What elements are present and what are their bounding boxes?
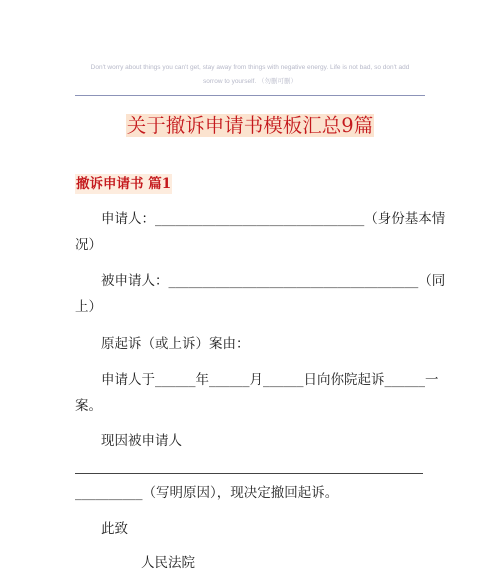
header-quote-line-2: sorrow to yourself. （勿删可删） <box>203 78 297 85</box>
reason-blank-rule <box>75 473 423 474</box>
filing-date-line-continued: 案。 <box>75 398 102 414</box>
respondent-line: 被申请人：_____________________________________（同 <box>101 273 446 289</box>
header-quote-line-1: Don't worry about things you can't get, stay away from things with negative energy. Life is not bad, so don't add <box>90 64 410 71</box>
document-title <box>0 112 500 140</box>
case-cause-line: 原起诉（或上诉）案由： <box>101 336 250 352</box>
respondent-line-continued: 上） <box>75 299 102 315</box>
header-divider <box>75 95 425 96</box>
reason-line: 现因被申请人 <box>101 433 182 449</box>
applicant-line: 申请人：_______________________________（身份基本情 <box>101 211 446 227</box>
document-title-text: 关于撤诉申请书模板汇总9篇 <box>126 114 374 137</box>
closing-line: 此致 <box>101 521 128 537</box>
court-line: 人民法院 <box>141 555 195 571</box>
filing-date-line: 申请人于______年______月______日向你院起诉______一 <box>101 372 439 388</box>
reason-line-continued: __________（写明原因），现决定撤回起诉。 <box>75 485 339 501</box>
applicant-line-continued: 况） <box>75 237 102 253</box>
section-title: 撤诉申请书 篇1 <box>76 176 172 192</box>
